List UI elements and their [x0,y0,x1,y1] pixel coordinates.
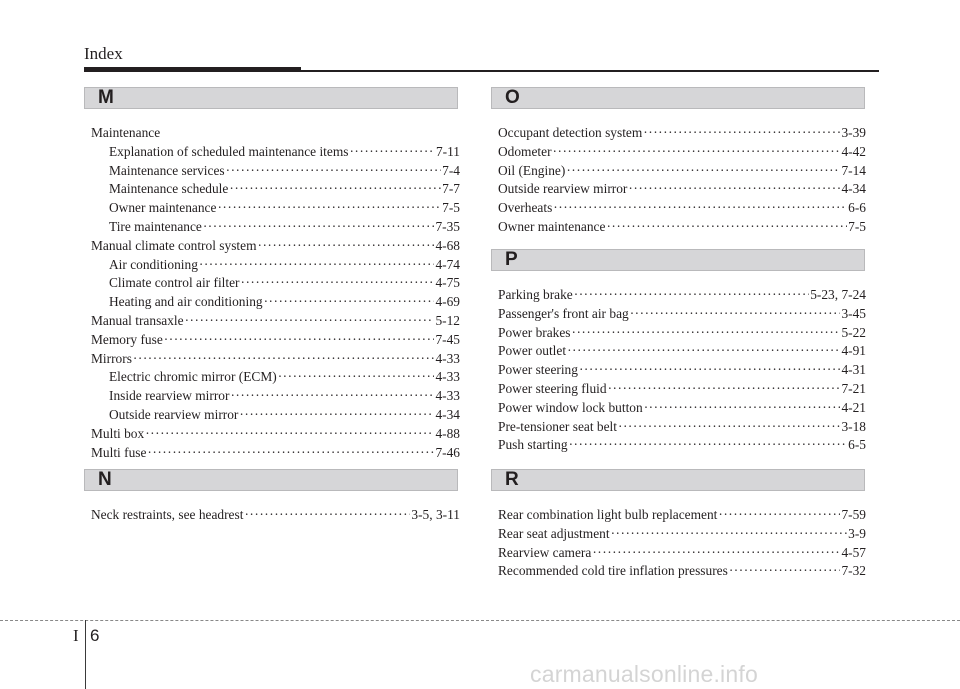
index-entry [498,526,866,545]
entry-term: Oil (Engine) [498,162,566,178]
dot-leader [569,437,848,453]
dot-leader [729,563,841,579]
entry-term: Power steering [498,362,578,378]
entry-page-ref: 7-4 [442,162,460,178]
entry-term: Pre-tensioner seat belt [498,418,617,434]
index-entry [91,200,460,219]
entry-page-ref: 4-91 [841,343,866,359]
index-entry [498,287,866,306]
index-entry [91,219,460,238]
index-entry [91,388,460,407]
index-entry [91,125,460,144]
section-letter: N [98,469,112,490]
entry-term: Power outlet [498,343,567,359]
entry-term: Power brakes [498,324,571,340]
entry-page-ref: 4-57 [841,544,866,560]
index-entry [91,275,460,294]
entry-term: Multi fuse [91,444,147,460]
dot-leader [244,507,410,523]
entry-page-ref: 4-21 [841,399,866,415]
entry-term: Passenger's front air bag [498,305,629,321]
index-entry [498,507,866,526]
entry-term: Odometer [498,143,552,159]
entry-page-ref: 4-74 [435,256,460,272]
entry-term: Tire maintenance [109,218,202,234]
entry-term: Owner maintenance [109,200,217,216]
index-entry [91,257,460,276]
dot-leader [643,125,840,141]
entry-term: Maintenance services [109,162,225,178]
index-entry [498,125,866,144]
section-letter: O [505,87,520,108]
entry-page-ref: 3-18 [841,418,866,434]
entry-page-ref: 4-68 [435,237,460,253]
index-entry [498,219,866,238]
entry-term: Push starting [498,437,568,453]
index-entry [91,445,460,464]
section-header-n [84,469,458,491]
dot-leader [349,144,434,160]
dot-leader [567,343,840,359]
entry-page-ref: 7-45 [435,331,460,347]
dot-leader [611,526,848,542]
entry-term: Maintenance [91,125,161,140]
dot-leader [164,332,435,348]
entry-term: Mirrors [91,350,132,366]
index-entry [91,313,460,332]
index-entry [498,419,866,438]
index-entry [91,407,460,426]
entry-term: Recommended cold tire inflation pressures [498,563,728,579]
entry-page-ref: 4-33 [435,369,460,385]
entry-page-ref: 6-5 [848,437,866,453]
entry-page-ref: 3-9 [848,525,866,541]
index-entry [91,238,460,257]
index-entry [91,294,460,313]
index-entry [91,144,460,163]
dot-leader [185,313,435,329]
index-entry [498,343,866,362]
entry-page-ref: 3-39 [841,125,866,140]
index-list-p [498,287,866,456]
entry-page-ref: 7-46 [435,444,460,460]
section-header-m [84,87,458,109]
dot-leader [264,294,435,310]
entry-page-ref: 6-6 [848,200,866,216]
entry-page-ref: 7-35 [435,218,460,234]
entry-page-ref: 7-14 [841,162,866,178]
entry-term: Parking brake [498,287,573,302]
dot-leader [553,200,847,216]
index-entry [498,362,866,381]
dot-leader [574,287,809,303]
index-entry [498,144,866,163]
entry-page-ref: 5-23, 7-24 [810,287,866,302]
index-entry [91,332,460,351]
entry-term: Neck restraints, see headrest [91,507,244,522]
index-entry [498,437,866,456]
section-header-o [491,87,865,109]
section-letter: R [505,469,519,490]
entry-term: Owner maintenance [498,218,606,234]
dot-leader [278,369,435,385]
dot-leader [241,275,435,291]
index-entry [498,163,866,182]
dot-leader [618,419,840,435]
entry-term: Multi box [91,425,145,441]
dot-leader [239,407,434,423]
dot-leader [147,445,434,461]
index-entry [498,200,866,219]
entry-term: Air conditioning [109,256,198,272]
index-entry [498,306,866,325]
section-header-r [491,469,865,491]
index-list-r [498,507,866,582]
entry-term: Manual transaxle [91,312,184,328]
dot-leader [230,388,434,404]
index-entry [91,351,460,370]
entry-term: Rear seat adjustment [498,525,610,541]
dot-leader [226,163,442,179]
entry-page-ref: 7-11 [435,143,460,159]
entry-page-ref: 4-33 [435,388,460,404]
dot-leader [718,507,840,523]
page-title: Index [84,44,123,63]
entry-term: Explanation of scheduled maintenance items [109,143,349,159]
index-list-n [91,507,460,526]
entry-page-ref: 4-42 [841,143,866,159]
entry-page-ref: 4-88 [435,425,460,441]
entry-page-ref: 4-75 [435,275,460,291]
entry-term: Maintenance schedule [109,181,229,197]
dot-leader [133,351,435,367]
index-entry [91,507,460,526]
index-entry [91,426,460,445]
entry-term: Power steering fluid [498,380,607,396]
index-entry [91,369,460,388]
dot-leader [606,219,847,235]
entry-page-ref: 4-34 [841,181,866,197]
dot-leader [566,163,840,179]
dot-leader [628,181,840,197]
entry-term: Manual climate control system [91,237,257,253]
entry-page-ref: 3-5, 3-11 [411,507,460,522]
entry-page-ref: 7-5 [442,200,460,216]
index-list-m [91,125,460,463]
index-list-o [498,125,866,238]
watermark: carmanualsonline.info [530,661,758,687]
entry-term: Power window lock button [498,399,643,415]
entry-page-ref: 7-59 [841,507,866,522]
footer-section-label: I [73,626,79,645]
entry-term: Climate control air filter [109,275,240,291]
entry-term: Inside rearview mirror [109,388,230,404]
entry-page-ref: 5-12 [435,312,460,328]
dot-leader [199,257,435,273]
entry-page-ref: 4-33 [435,350,460,366]
entry-term: Outside rearview mirror [109,406,239,422]
dot-leader [229,181,441,197]
index-entry [498,181,866,200]
index-entry [91,163,460,182]
index-entry [498,325,866,344]
entry-page-ref: 5-22 [841,324,866,340]
footer-divider [0,620,960,621]
header-rule-thick [84,67,301,72]
entry-term: Rearview camera [498,544,592,560]
entry-term: Memory fuse [91,331,163,347]
entry-page-ref: 7-5 [848,218,866,234]
section-letter: P [505,249,518,270]
dot-leader [203,219,435,235]
dot-leader [608,381,841,397]
entry-term: Rear combination light bulb replacement [498,507,718,522]
section-letter: M [98,87,114,108]
entry-page-ref: 3-45 [841,305,866,321]
dot-leader [592,545,840,561]
index-entry [498,381,866,400]
dot-leader [579,362,841,378]
dot-leader [553,144,841,160]
page-number: 6 [90,626,100,645]
index-entry [498,563,866,582]
index-entry [498,545,866,564]
dot-leader [644,400,841,416]
dot-leader [217,200,441,216]
index-entry [91,181,460,200]
dot-leader [572,325,841,341]
entry-page-ref: 4-31 [841,362,866,378]
entry-term: Heating and air conditioning [109,294,263,310]
entry-term: Overheats [498,200,553,216]
dot-leader [630,306,841,322]
entry-page-ref: 7-21 [841,380,866,396]
entry-page-ref: 7-7 [442,181,460,197]
entry-term: Electric chromic mirror (ECM) [109,369,277,385]
entry-term: Occupant detection system [498,125,643,140]
dot-leader [257,238,434,254]
section-header-p [491,249,865,271]
footer-vertical-rule [85,620,86,689]
entry-page-ref: 4-34 [435,406,460,422]
entry-page-ref: 4-69 [435,294,460,310]
entry-term: Outside rearview mirror [498,181,628,197]
dot-leader [145,426,434,442]
entry-page-ref: 7-32 [841,563,866,579]
index-entry [498,400,866,419]
header-rule-thin [301,70,879,72]
